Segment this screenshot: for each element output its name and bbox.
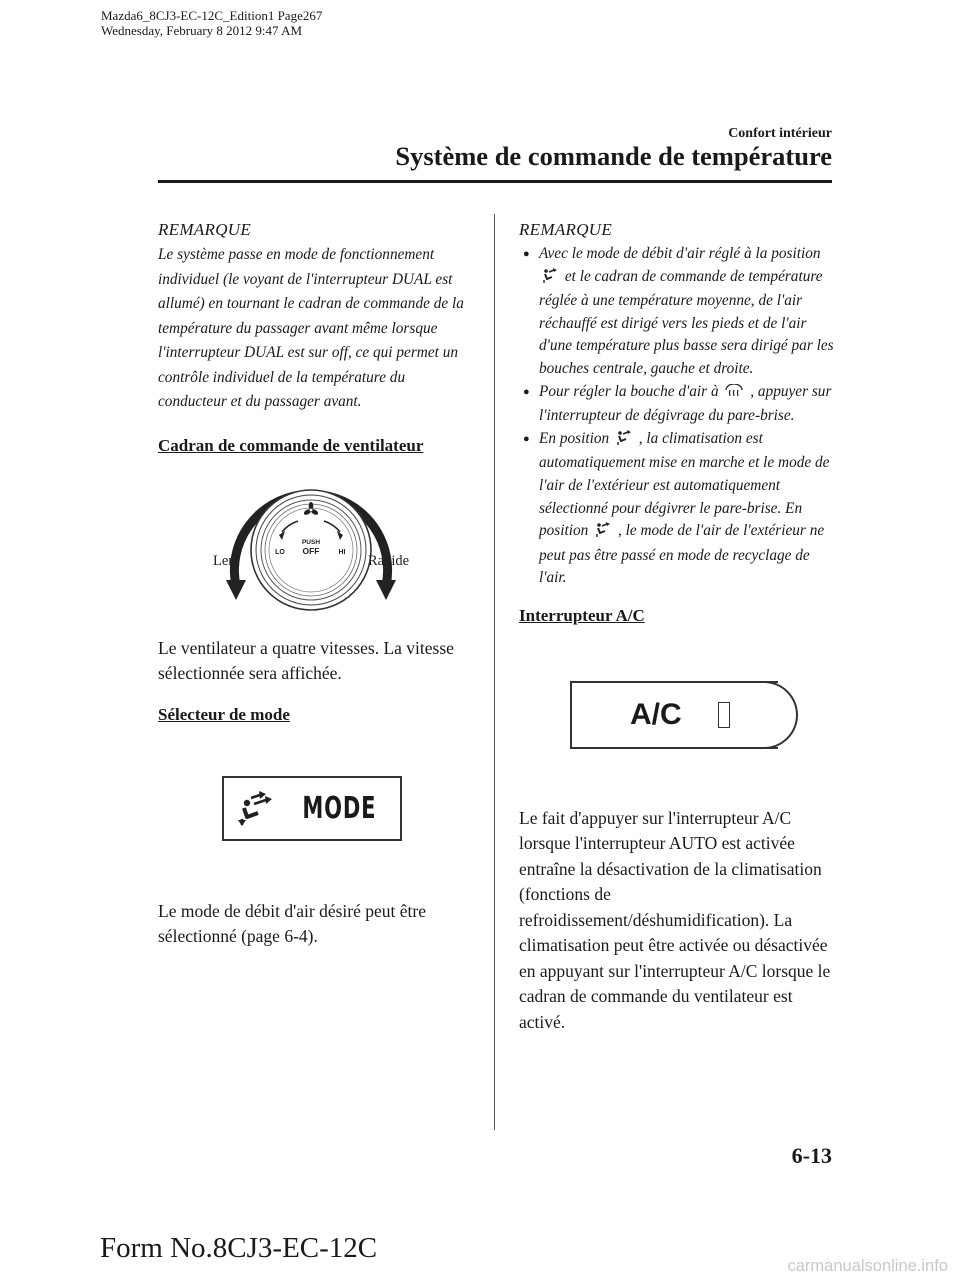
fan-description: Le ventilateur a quatre vitesses. La vitesse sélectionnée sera affichée.: [158, 637, 454, 683]
fan-dial-heading: Cadran de commande de ventilateur: [158, 435, 424, 455]
note-2-end: , appuyer sur l'interrupteur de dégivrage du pare-brise.: [539, 382, 832, 425]
list-item: [519, 381, 837, 428]
print-header: [101, 8, 322, 38]
ac-button-right-edge: [758, 681, 798, 749]
page-title: Système de commande de température: [395, 141, 832, 171]
ac-button-label: A/C: [630, 697, 682, 731]
remarque-list: [519, 243, 837, 590]
remarque-text: Le système passe en mode de fonctionnement individuel (le voyant de l'interrupteur DUAL est allumé) en tournant le cadran de commande de la température du passager avant même lorsque l'interrupteur DUAL est sur off, ce qui permet un contrôle individuel de la température du conducteur et du passager avant.: [158, 246, 464, 410]
mode-description: Le mode de débit d'air désiré peut être sélectionné (page 6-4).: [158, 900, 426, 946]
right-column: [519, 220, 837, 1035]
lo-label: LO: [275, 548, 285, 556]
airflow-mode-icon: [238, 789, 278, 827]
push-label: PUSH: [301, 538, 321, 546]
watermark: carmanualsonline.info: [787, 1257, 948, 1275]
slow-arrow-head: [226, 580, 246, 600]
ac-button[interactable]: [570, 681, 778, 749]
list-item: [519, 428, 837, 590]
fast-label: Rapide: [368, 552, 410, 569]
mode-button-label: MODE: [302, 790, 376, 826]
remarque-heading-right: REMARQUE: [519, 220, 613, 239]
fast-arrow-head: [376, 580, 396, 600]
fan-dial-figure: [158, 462, 476, 642]
note-3-start: En position: [539, 429, 613, 447]
slow-label: Lent: [213, 552, 240, 569]
print-header-date: Wednesday, February 8 2012 9:47 AM: [101, 23, 303, 38]
remarque-heading: REMARQUE: [158, 220, 252, 239]
floor-defrost-icon: [542, 267, 558, 291]
indicator-lamp-icon: [718, 702, 730, 728]
defroster-icon: [725, 383, 743, 406]
note-2-start: Pour régler la bouche d'air à: [539, 382, 723, 400]
title-rule: [158, 180, 832, 183]
bullet-icon: ●: [523, 385, 530, 398]
note-3-end: , le mode de l'air de l'extérieur ne peut pas être passé en mode de recyclage de l'air.: [539, 522, 825, 587]
note-1-end: et le cadran de commande de température réglée à une température moyenne, de l'air réchauffé est dirigé vers les pieds et de l'air d'une température plus basse sera dirigé par les bouches centrale, gauche et droite.: [539, 267, 834, 377]
ac-switch-heading: Interrupteur A/C: [519, 605, 645, 625]
mode-selector-heading: Sélecteur de mode: [158, 704, 290, 724]
list-item: [519, 243, 837, 381]
print-header-file: Mazda6_8CJ3-EC-12C_Edition1 Page267: [101, 8, 323, 23]
page-number: 6-13: [791, 1143, 832, 1168]
note-1-start: Avec le mode de débit d'air réglé à la position: [539, 245, 821, 262]
floor-defrost-icon: [595, 521, 611, 545]
form-number: Form No.8CJ3-EC-12C: [100, 1232, 378, 1264]
fan-dial-illustration: [158, 462, 476, 642]
off-label: OFF: [302, 545, 320, 556]
note-3-middle: , la climatisation est automatiquement mise en marche et le mode de l'air de l'extérieur est automatiquement sélectionné pour dégivrer le pare-brise. En position: [539, 429, 830, 540]
left-column: [158, 220, 476, 950]
column-divider: [494, 214, 495, 1130]
hi-label: HI: [338, 548, 346, 556]
bullet-icon: ●: [523, 432, 530, 445]
mode-button[interactable]: [222, 776, 402, 841]
floor-defrost-icon: [616, 429, 632, 453]
bullet-icon: ●: [523, 248, 530, 260]
ac-description: Le fait d'appuyer sur l'interrupteur A/C lorsque l'interrupteur AUTO est activée entraîne la désactivation de la climatisation (fonctions de refroidissement/déshumidification). La climatisation peut être activée ou désactivée en appuyant sur l'interrupteur A/C lorsque le cadran de commande du ventilateur est activé.: [519, 807, 831, 1032]
section-label: Confort intérieur: [728, 126, 832, 141]
